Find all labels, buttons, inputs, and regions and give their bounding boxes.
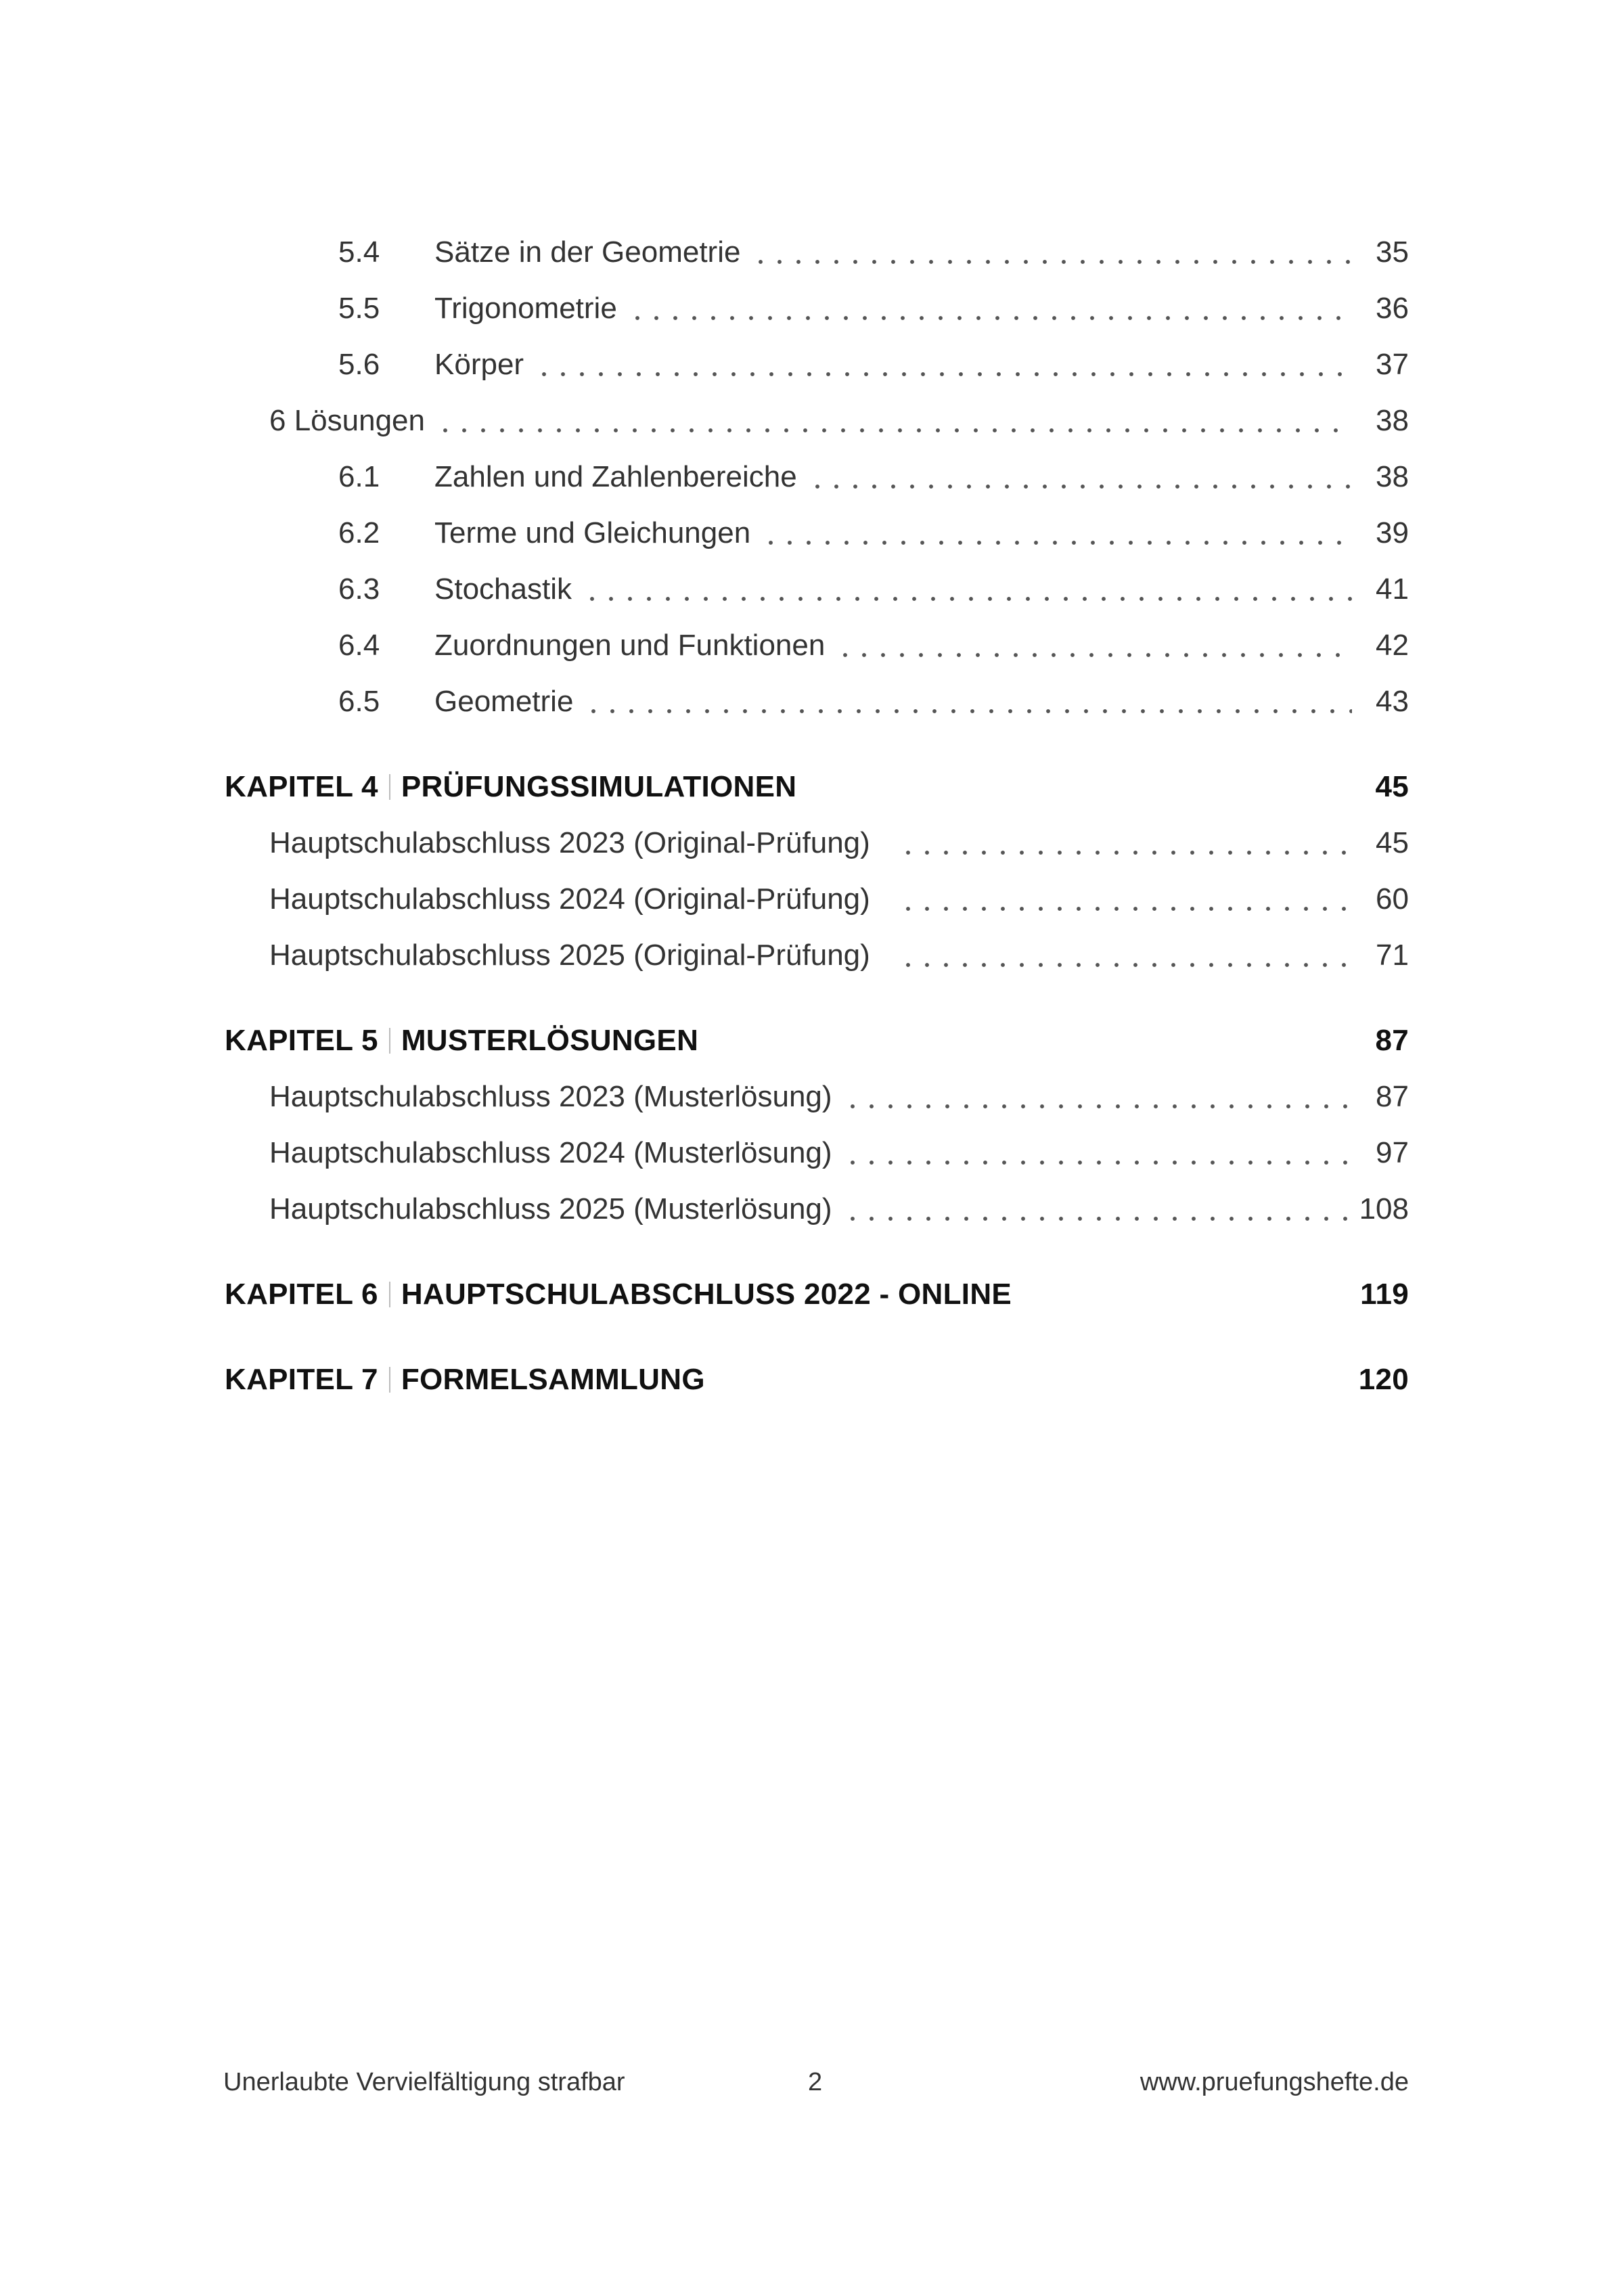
toc-chapter-heading[interactable] <box>225 1356 1409 1403</box>
dot-leader <box>747 229 1352 276</box>
entry-page-number: 37 <box>1376 348 1409 381</box>
entry-title: Hauptschulabschluss 2023 (Original-Prüfung) <box>269 826 870 859</box>
chapter-title: PRÜFUNGSSIMULATIONEN <box>401 770 797 803</box>
entry-number: 6.5 <box>338 685 380 718</box>
entry-number: 5.4 <box>338 235 380 269</box>
toc-chapter-heading[interactable] <box>225 763 1409 811</box>
entry-number: 6.3 <box>338 572 380 606</box>
section-title: 6 Lösungen <box>269 404 425 437</box>
entry-page-number: 42 <box>1376 629 1409 662</box>
entry-number: 6.1 <box>338 460 380 493</box>
entry-title: Geometrie <box>434 685 574 718</box>
toc-entry[interactable] <box>269 1129 1409 1177</box>
chapter-separator <box>389 774 390 800</box>
dot-leader <box>579 566 1352 613</box>
toc-entry[interactable] <box>338 285 1409 332</box>
toc-entry[interactable] <box>338 678 1409 725</box>
dot-leader <box>895 932 1352 979</box>
toc-entry[interactable] <box>338 622 1409 669</box>
toc-entry[interactable] <box>269 1073 1409 1121</box>
entry-page-number: 45 <box>1376 826 1409 859</box>
toc-chapter-heading[interactable] <box>225 1017 1409 1064</box>
entry-page-number: 38 <box>1376 460 1409 493</box>
entry-number: 5.6 <box>338 348 380 381</box>
toc-entry[interactable] <box>269 819 1409 867</box>
entry-title: Terme und Gleichungen <box>434 516 751 549</box>
entry-number: 6.4 <box>338 629 380 662</box>
toc-chapter-heading[interactable] <box>225 1271 1409 1318</box>
chapter-page-number: 87 <box>1375 1024 1409 1057</box>
dot-leader <box>804 453 1352 501</box>
footer-copyright-notice: Unerlaubte Vervielfältigung strafbar <box>223 2068 625 2096</box>
dot-leader <box>624 285 1352 332</box>
dot-leader <box>531 341 1352 388</box>
entry-title: Zuordnungen und Funktionen <box>434 629 826 662</box>
chapter-separator <box>389 1367 390 1393</box>
chapter-title: HAUPTSCHULABSCHLUSS 2022 - ONLINE <box>401 1278 1012 1311</box>
entry-title: Zahlen und Zahlenbereiche <box>434 460 797 493</box>
chapter-separator <box>389 1282 390 1307</box>
entry-title: Hauptschulabschluss 2023 (Musterlösung) <box>269 1080 832 1113</box>
toc-entry[interactable] <box>338 453 1409 501</box>
toc-entry[interactable] <box>269 1186 1409 1233</box>
chapter-number: KAPITEL 4 <box>225 770 378 803</box>
chapter-number: KAPITEL 7 <box>225 1363 378 1396</box>
entry-page-number: 97 <box>1376 1136 1409 1169</box>
chapter-page-number: 45 <box>1375 770 1409 803</box>
dot-leader <box>839 1186 1350 1233</box>
dot-leader <box>580 678 1352 725</box>
dot-leader <box>895 876 1352 923</box>
page-footer <box>223 2068 1409 2109</box>
entry-title: Hauptschulabschluss 2025 (Musterlösung) <box>269 1192 832 1225</box>
entry-title: Körper <box>434 348 524 381</box>
footer-website: www.pruefungshefte.de <box>1140 2068 1409 2096</box>
dot-leader <box>757 510 1352 557</box>
entry-number: 5.5 <box>338 292 380 325</box>
toc-section-entry[interactable] <box>269 397 1409 445</box>
entry-page-number: 41 <box>1376 572 1409 606</box>
dot-leader <box>895 819 1352 867</box>
entry-title: Hauptschulabschluss 2024 (Musterlösung) <box>269 1136 832 1169</box>
section-page-number: 38 <box>1376 404 1409 437</box>
entry-number: 6.2 <box>338 516 380 549</box>
chapter-separator <box>389 1028 390 1054</box>
dot-leader <box>839 1073 1352 1121</box>
toc-entry[interactable] <box>338 566 1409 613</box>
entry-page-number: 108 <box>1359 1192 1409 1225</box>
toc-entry[interactable] <box>338 229 1409 276</box>
chapter-page-number: 120 <box>1358 1363 1409 1396</box>
toc-entry[interactable] <box>338 510 1409 557</box>
entry-page-number: 35 <box>1376 235 1409 269</box>
footer-page-number: 2 <box>808 2068 823 2096</box>
entry-page-number: 60 <box>1376 882 1409 916</box>
chapter-title: MUSTERLÖSUNGEN <box>401 1024 699 1057</box>
dot-leader <box>832 622 1352 669</box>
entry-page-number: 36 <box>1376 292 1409 325</box>
chapter-number: KAPITEL 6 <box>225 1278 378 1311</box>
toc-entry[interactable] <box>269 876 1409 923</box>
entry-page-number: 43 <box>1376 685 1409 718</box>
dot-leader <box>839 1129 1352 1177</box>
chapter-number: KAPITEL 5 <box>225 1024 378 1057</box>
toc-entry[interactable] <box>269 932 1409 979</box>
chapter-title: FORMELSAMMLUNG <box>401 1363 705 1396</box>
toc-entry[interactable] <box>338 341 1409 388</box>
entry-page-number: 39 <box>1376 516 1409 549</box>
entry-page-number: 71 <box>1376 939 1409 972</box>
entry-title: Sätze in der Geometrie <box>434 235 741 269</box>
entry-title: Trigonometrie <box>434 292 617 325</box>
entry-page-number: 87 <box>1376 1080 1409 1113</box>
chapter-page-number: 119 <box>1360 1278 1409 1311</box>
dot-leader <box>432 397 1352 445</box>
entry-title: Stochastik <box>434 572 572 606</box>
entry-title: Hauptschulabschluss 2024 (Original-Prüfung) <box>269 882 870 916</box>
entry-title: Hauptschulabschluss 2025 (Original-Prüfung) <box>269 939 870 972</box>
